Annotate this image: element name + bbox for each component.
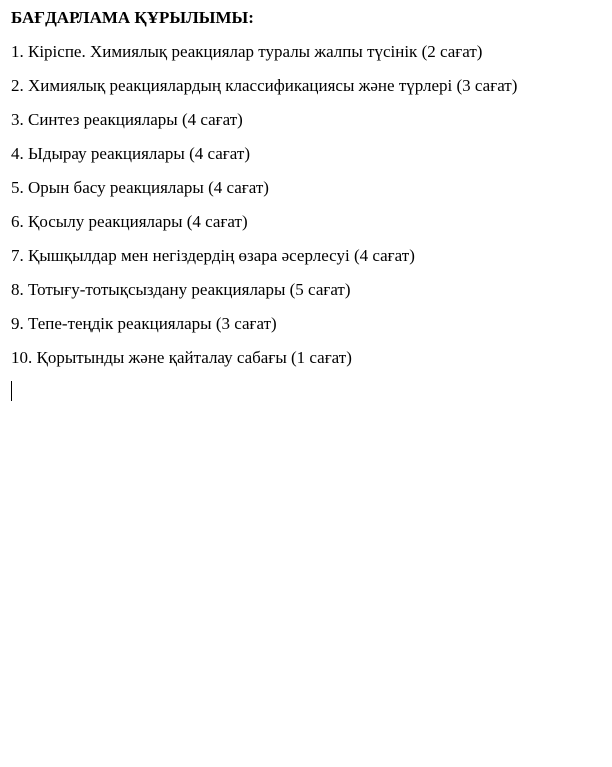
list-item: 2. Химиялық реакциялардың классификациясы және түрлері (3 сағат) [11,76,518,95]
list-item: 8. Тотығу-тотықсыздану реакциялары (5 сағат) [11,280,351,299]
list-item: 10. Қорытынды және қайталау сабағы (1 сағат) [11,348,352,367]
list-item: 4. Ыдырау реакциялары (4 сағат) [11,144,250,163]
text-cursor [11,381,12,401]
list-item: 9. Тепе-теңдік реакциялары (3 сағат) [11,314,277,333]
list-item: 7. Қышқылдар мен негіздердің өзара әсерлесуі (4 сағат) [11,246,415,265]
document-heading: БАҒДАРЛАМА ҚҰРЫЛЫМЫ: [11,8,254,27]
list-item: 6. Қосылу реакциялары (4 сағат) [11,212,248,231]
list-item: 1. Кіріспе. Химиялық реакциялар туралы жалпы түсінік (2 сағат) [11,42,483,61]
list-item: 3. Синтез реакциялары (4 сағат) [11,110,243,129]
document-page[interactable] [11,8,603,382]
list-item: 5. Орын басу реакциялары (4 сағат) [11,178,269,197]
